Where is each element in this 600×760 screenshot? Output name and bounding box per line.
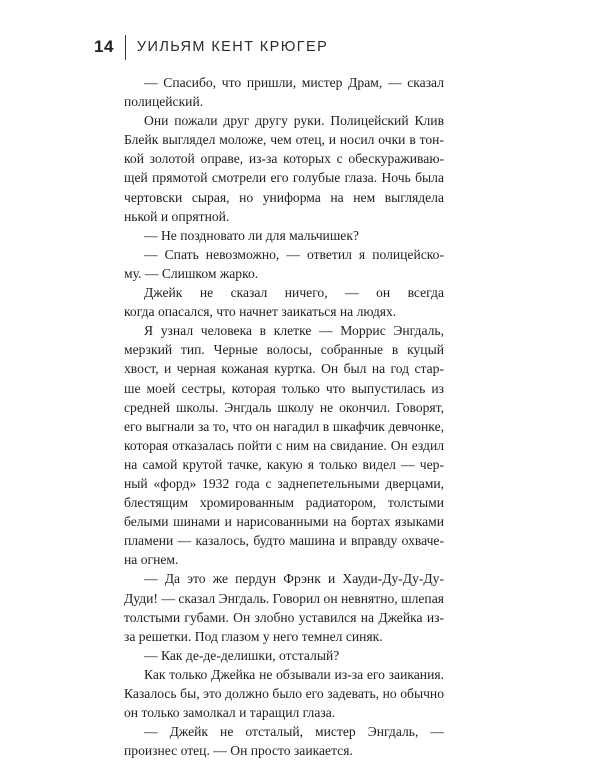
text-line: когда опасался, что начнет заикаться на людях. bbox=[124, 304, 397, 320]
text-line: Блейк выглядел моложе, чем отец, и носил очки в тон- bbox=[124, 132, 444, 148]
text-line: он только замолкал и таращил глаза. bbox=[124, 705, 336, 721]
text-line: которая отказалась пойти с ним на свидание. Он ездил bbox=[124, 437, 444, 453]
text-line: произнес отец. — Он просто заикается. bbox=[124, 743, 353, 759]
text-line: мерзкий тип. Черные волосы, собранные в куцый bbox=[124, 342, 444, 358]
book-author: УИЛЬЯМ КЕНТ КРЮГЕР bbox=[136, 39, 329, 55]
text-line: Джейк не сказал ничего, — он всегда bbox=[144, 285, 444, 301]
text-line: му. — Слишком жарко. bbox=[124, 265, 259, 281]
text-line: за решетки. Под глазом у него темнел синяк. bbox=[124, 628, 383, 644]
text-line: его выгнали за то, что он нагадил в шкафчик девчонке, bbox=[124, 418, 444, 434]
text-line: чертовски сырая, но униформа на нем выглядела bbox=[124, 189, 444, 205]
text-line: на самой крутой тачке, какую я только видел — чер- bbox=[124, 456, 444, 472]
text-line: блестящим хромированным радиатором, толстыми bbox=[124, 495, 444, 511]
text-line: на огнем. bbox=[124, 552, 179, 568]
text-line: — Спать невозможно, — ответил я полицейско- bbox=[144, 246, 444, 262]
text-line: — Как де-де-делишки, отсталый? bbox=[144, 647, 340, 663]
text-line: щей прямотой смотрели его голубые глаза. Ночь была bbox=[124, 170, 444, 186]
text-line: полицейский. bbox=[124, 94, 204, 110]
text-line: — Спасибо, что пришли, мистер Драм, — сказал bbox=[144, 75, 444, 90]
text-line: Дуди! — сказал Энгдаль. Говорил он невнятно, шлепая bbox=[124, 590, 444, 606]
body-text bbox=[124, 73, 444, 760]
text-line: — Да это же пердун Фрэнк и Хауди-Ду-Ду-Ду- bbox=[144, 571, 444, 587]
text-line: Казалось бы, это должно было его задевать, но обычно bbox=[124, 686, 444, 701]
text-line: Как только Джейка не обзывали из-за его заикания. bbox=[144, 666, 444, 682]
text-line: ный «форд» 1932 года с заднепетельными дверцами, bbox=[124, 475, 444, 491]
text-line: нькой и опрятной. bbox=[124, 208, 230, 224]
text-line: Я узнал человека в клетке — Моррис Энгдаль, bbox=[144, 323, 444, 339]
text-line: белыми шинами и нарисованными на бортах языками bbox=[124, 514, 444, 530]
text-line: Они пожали друг другу руки. Полицейский Клив bbox=[144, 113, 444, 129]
text-line: толстыми губами. Он злобно уставился на Джейка из- bbox=[124, 609, 444, 625]
text-line: — Джейк не отсталый, мистер Энгдаль, — bbox=[144, 724, 444, 740]
text-line: ше моей сестры, которая только что выпустилась из bbox=[124, 380, 444, 396]
text-line: — Не поздновато ли для мальчишек? bbox=[144, 227, 359, 243]
header-divider bbox=[125, 35, 126, 60]
text-line: хвост, и черная кожаная куртка. Он был на год стар- bbox=[124, 361, 444, 377]
text-line: пламени — казалось, будто машина и вправду охваче- bbox=[124, 533, 444, 549]
page-number: 14 bbox=[94, 37, 114, 56]
running-header bbox=[94, 34, 328, 60]
text-line: кой золотой оправе, из-за которых с обескураживаю- bbox=[124, 151, 444, 167]
text-line: средней школы. Энгдаль школу не окончил. Говорят, bbox=[124, 399, 444, 415]
